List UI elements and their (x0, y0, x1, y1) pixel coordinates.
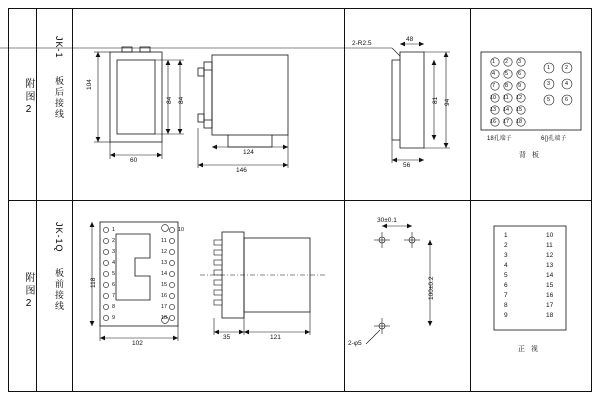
terminal-num: 16 (490, 119, 497, 125)
row-bottom-mount: 板前接线 (54, 268, 64, 312)
pin-num-left: 2 (112, 238, 116, 244)
terminal-num: 4 (565, 81, 569, 87)
pin-num-left: 5 (112, 271, 116, 277)
terminal-num: 6 (565, 97, 569, 103)
terminal-num: 5 (547, 97, 551, 103)
pin-num-left: 6 (112, 282, 116, 288)
dim-width-mid-large: 121 (270, 334, 281, 341)
terminal-num: 8 (505, 83, 509, 89)
terminal-num: 17 (503, 119, 510, 125)
dim-width-mid-small: 35 (223, 334, 231, 341)
dim-cut-width: 48 (406, 36, 414, 43)
dim-width-left: 102 (132, 340, 143, 347)
pin-num-right: 12 (161, 249, 168, 255)
list-num-left: 5 (504, 272, 508, 279)
dim-panel-width: 56 (403, 162, 411, 169)
list-num-left: 6 (504, 282, 508, 289)
terminal-num: 9 (518, 83, 522, 89)
dim-cut-radius: 2-R2.5 (352, 40, 372, 47)
terminal-caption-left: 18孔端子 (487, 136, 512, 142)
pin-num-right: 11 (161, 238, 167, 244)
terminal-num: 15 (516, 107, 523, 113)
dim-hole-pitch-x: 30±0.1 (377, 217, 397, 224)
dim-panel-height-outer: 94 (444, 98, 451, 106)
pin-num-left: 7 (112, 293, 116, 299)
terminal-num: 4 (492, 71, 496, 77)
row-bottom-model: JK-1Q (54, 222, 64, 253)
list-num-right: 13 (546, 262, 554, 269)
list-num-right: 16 (546, 292, 554, 299)
pin-num-left: 8 (112, 304, 116, 310)
pin-num-right: 14 (161, 271, 168, 277)
terminal-num: 10 (490, 95, 497, 101)
terminal-num: 5 (505, 71, 509, 77)
list-num-left: 1 (504, 232, 508, 239)
list-num-left: 2 (504, 242, 508, 249)
terminal-num: 12 (516, 95, 523, 101)
terminal-caption-right: 6{}孔端子 (541, 136, 567, 142)
terminal-num: 1 (492, 59, 496, 65)
list-num-right: 12 (546, 252, 554, 259)
pin-num-right: 16 (161, 293, 168, 299)
dim-height-inner-2: 84 (178, 96, 185, 104)
row-top-model: JK-1 (54, 36, 64, 59)
list-num-right: 14 (546, 272, 554, 279)
terminal-num: 2 (565, 65, 569, 71)
list-num-right: 11 (546, 242, 553, 249)
list-num-right: 15 (546, 282, 554, 289)
dim-height-left: 118 (90, 277, 97, 288)
terminal-num: 14 (503, 107, 510, 113)
pin-num-left: 1 (112, 227, 116, 233)
pin-num-right: 10 (178, 227, 185, 233)
list-num-right: 17 (546, 302, 554, 309)
row-top-mount: 板后接线 (54, 76, 64, 120)
terminal-num: 13 (490, 107, 497, 113)
terminal-num: 1 (547, 65, 551, 71)
dim-hole-spec: 2-φ5 (348, 340, 362, 347)
pin-num-left: 4 (112, 260, 116, 266)
row-bottom-ref-label: 附图2 (23, 272, 34, 312)
list-num-left: 3 (504, 252, 508, 259)
terminal-num: 2 (505, 59, 509, 65)
list-num-right: 18 (546, 312, 554, 319)
rear-caption: 正 视 (518, 346, 540, 353)
dim-width-total: 146 (236, 167, 247, 174)
list-num-left: 8 (504, 302, 508, 309)
dim-width-body: 124 (243, 149, 254, 156)
dim-height-inner-1: 84 (166, 96, 173, 104)
terminal-num: 3 (518, 59, 522, 65)
pin-num-right: 13 (161, 260, 168, 266)
dim-height-outer: 104 (86, 79, 93, 90)
terminal-num: 11 (503, 95, 509, 101)
list-num-left: 4 (504, 262, 508, 269)
pin-num-right: 15 (161, 282, 168, 288)
pin-num-left: 3 (112, 249, 116, 255)
row-top-ref-label: 附图2 (23, 78, 34, 118)
dim-width-inner: 60 (130, 157, 138, 164)
list-num-left: 9 (504, 312, 508, 319)
pin-num-left: 9 (112, 315, 116, 321)
front-panel-caption: 背 板 (519, 152, 541, 159)
pin-num-right: 17 (161, 304, 168, 310)
terminal-num: 6 (518, 71, 522, 77)
pin-num-right: 18 (161, 315, 168, 321)
terminal-num: 18 (516, 119, 523, 125)
list-num-right: 10 (546, 232, 554, 239)
terminal-num: 7 (492, 83, 496, 89)
dim-panel-height: 81 (432, 96, 439, 104)
list-num-left: 7 (504, 292, 508, 299)
terminal-num: 3 (547, 81, 551, 87)
dim-hole-pitch-y: 100±0.2 (428, 276, 435, 300)
